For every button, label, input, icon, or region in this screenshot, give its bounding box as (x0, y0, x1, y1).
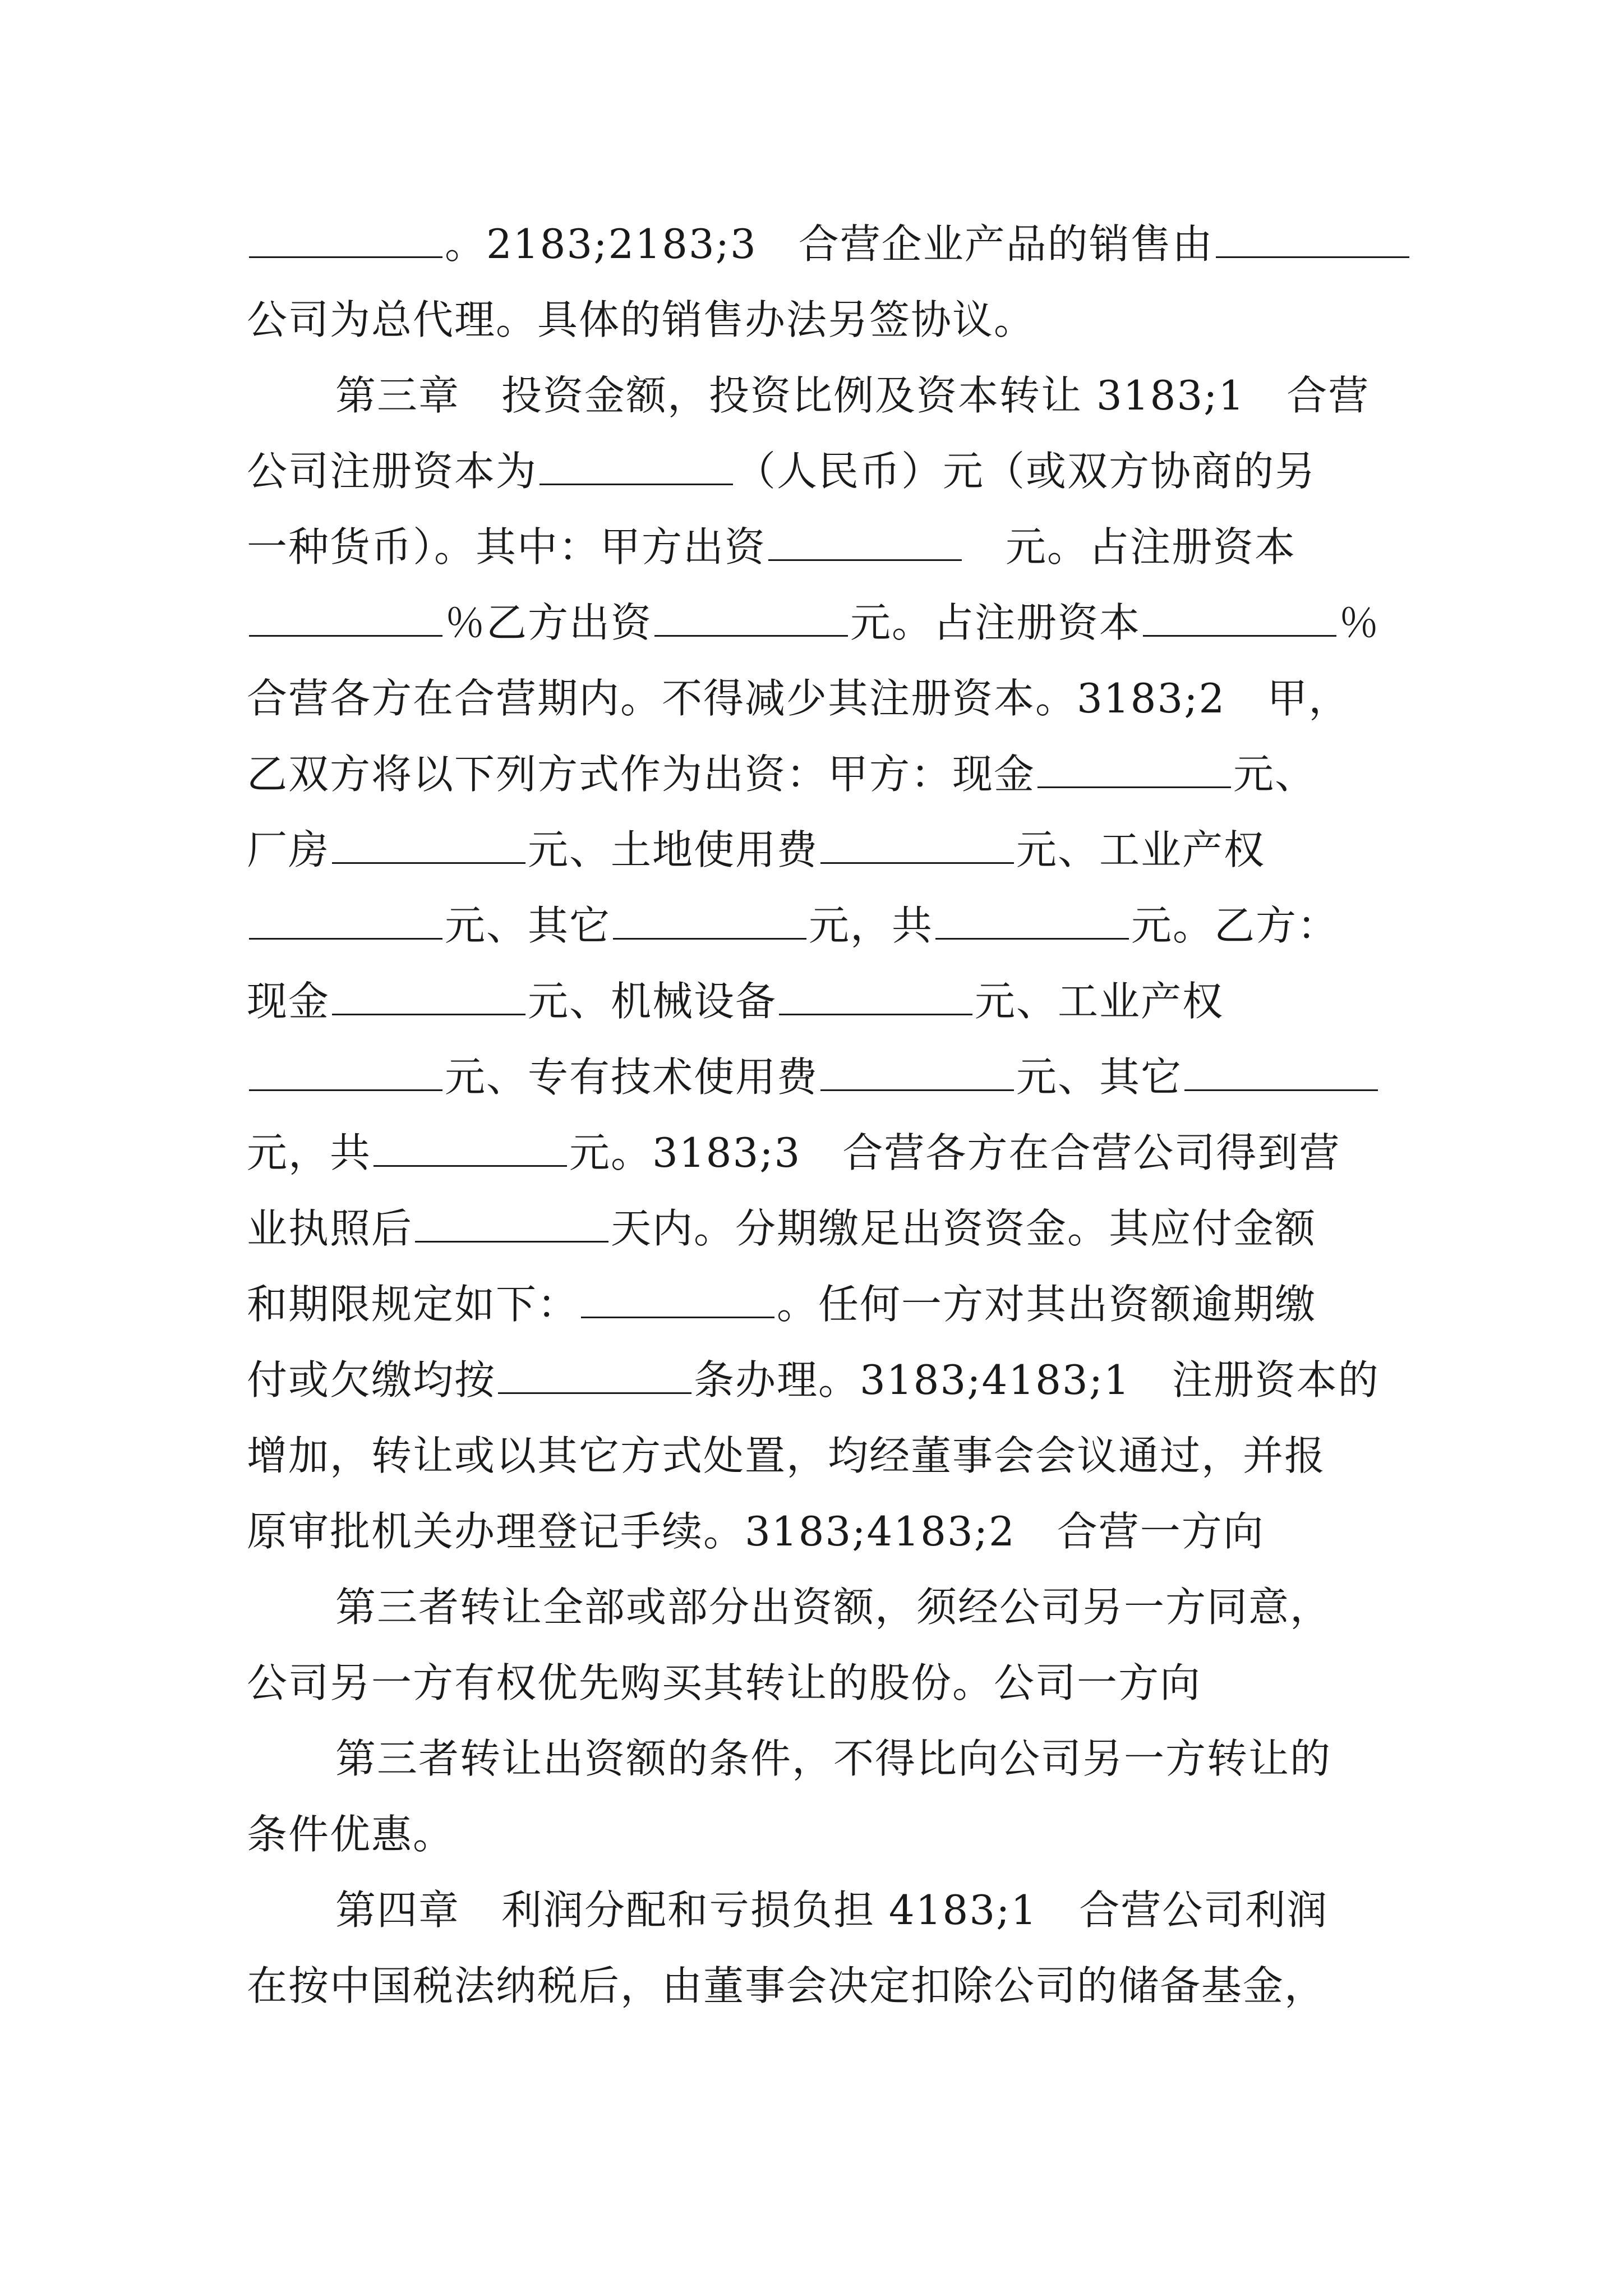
chapter-heading-segment: 第四章 利润分配和亏损负担 4183;1 合营公司利润 (335, 1887, 1329, 1934)
fill-in-blank (768, 526, 962, 561)
text-line-21 (335, 1736, 1391, 1781)
text-segment: 原审批机关办理登记手续。3183;4183;2 合营一方向 (247, 1508, 1265, 1555)
text-line-2 (247, 297, 1391, 342)
fill-in-blank (935, 904, 1129, 940)
text-segment: ％ (1339, 599, 1381, 646)
text-segment: 元、工业产权 (1016, 826, 1266, 873)
text-line-11 (247, 979, 1391, 1024)
text-segment: 公司为总代理。具体的销售办法另签协议。 (247, 296, 1036, 343)
text-segment: 天内。分期缴足出资资金。其应付金额 (611, 1205, 1317, 1252)
fill-in-blank (415, 1207, 608, 1243)
fill-in-blank (779, 980, 972, 1015)
text-segment: 元，共 (809, 902, 934, 949)
text-segment: 元、其它 (445, 902, 611, 949)
fill-in-blank (581, 1283, 774, 1318)
fill-in-blank (1038, 753, 1231, 788)
fill-in-blank (249, 1056, 442, 1091)
text-segment: 元、专有技术使用费 (445, 1053, 819, 1101)
text-line-9 (247, 827, 1391, 872)
text-segment: 条件优惠。 (247, 1811, 455, 1858)
text-segment: 公司另一方有权优先购买其转让的股份。公司一方向 (247, 1659, 1202, 1706)
text-segment: 元、其它 (1016, 1053, 1183, 1101)
text-segment: 乙双方将以下列方式作为出资：甲方：现金 (247, 751, 1036, 798)
text-line-7 (247, 676, 1391, 721)
text-segment: 合营各方在合营期内。不得减少其注册资本。3183;2 甲， (247, 675, 1350, 722)
text-line-15 (247, 1282, 1391, 1327)
text-line-4 (247, 449, 1391, 494)
text-segment: 元。占注册资本 (850, 599, 1141, 646)
fill-in-blank (820, 1056, 1014, 1091)
text-segment: 。2183;2183;3 合营企业产品的销售由 (445, 220, 1214, 268)
fill-in-blank (374, 1131, 567, 1167)
fill-in-blank (249, 223, 442, 258)
text-segment: 元。3183;3 合营各方在合营公司得到营 (569, 1129, 1341, 1176)
text-line-5 (247, 524, 1391, 569)
text-segment: 增加，转让或以其它方式处置，均经董事会会议通过，并报 (247, 1432, 1326, 1479)
fill-in-blank (820, 829, 1014, 864)
text-segment: 元、机械设备 (528, 978, 777, 1025)
text-line-18 (247, 1509, 1391, 1554)
text-line-17 (247, 1433, 1391, 1478)
fill-in-blank (332, 829, 525, 864)
text-segment: 公司注册资本为 (247, 448, 538, 495)
text-segment: 在按中国税法纳税后，由董事会决定扣除公司的储备基金， (247, 1962, 1326, 2009)
fill-in-blank (613, 904, 806, 940)
fill-in-blank (1143, 601, 1336, 637)
fill-in-blank (498, 1359, 691, 1394)
text-line-10 (247, 903, 1391, 948)
text-line-20 (247, 1660, 1391, 1705)
text-line-19 (335, 1585, 1391, 1630)
text-segment: 元、 (1233, 751, 1317, 798)
text-segment: 和期限规定如下： (247, 1281, 579, 1328)
text-segment: 元，共 (247, 1129, 372, 1176)
text-line-16 (247, 1358, 1391, 1402)
text-line-6 (247, 600, 1391, 645)
text-segment: 业执照后 (247, 1205, 413, 1252)
text-segment: 厂房 (247, 826, 330, 873)
text-segment: 元。占注册资本 (964, 523, 1297, 570)
text-segment: 付或欠缴均按 (247, 1356, 496, 1404)
fill-in-blank (1216, 223, 1409, 258)
text-line-13 (247, 1130, 1391, 1175)
text-segment: 。任何一方对其出资额逾期缴 (777, 1281, 1317, 1328)
text-line-22 (247, 1812, 1391, 1857)
text-line-1 (247, 222, 1391, 266)
text-segment: 元。乙方： (1131, 902, 1339, 949)
text-line-14 (247, 1206, 1391, 1251)
fill-in-blank (540, 450, 733, 485)
text-line-24 (247, 1963, 1391, 2008)
text-segment: 条办理。3183;4183;1 注册资本的 (694, 1356, 1380, 1404)
text-segment: ％乙方出资 (445, 599, 653, 646)
fill-in-blank (654, 601, 848, 637)
text-segment: 一种货币）。其中：甲方出资 (247, 523, 767, 570)
text-segment: 元、工业产权 (975, 978, 1224, 1025)
text-line-23 (335, 1888, 1391, 1932)
text-line-8 (247, 752, 1391, 797)
text-segment: 元、土地使用费 (528, 826, 819, 873)
text-segment: 第三者转让全部或部分出资额，须经公司另一方同意， (335, 1584, 1332, 1631)
text-segment: 第三者转让出资额的条件，不得比向公司另一方转让的 (335, 1735, 1332, 1782)
fill-in-blank (249, 601, 442, 637)
chapter-heading-segment: 第三章 投资金额，投资比例及资本转让 3183;1 合营 (335, 372, 1370, 419)
text-segment: （人民币）元（或双方协商的另 (735, 448, 1317, 495)
fill-in-blank (249, 904, 442, 940)
text-segment: 现金 (247, 978, 330, 1025)
fill-in-blank (1184, 1056, 1378, 1091)
fill-in-blank (332, 980, 525, 1015)
text-line-3 (335, 373, 1391, 418)
text-line-12 (247, 1055, 1391, 1099)
